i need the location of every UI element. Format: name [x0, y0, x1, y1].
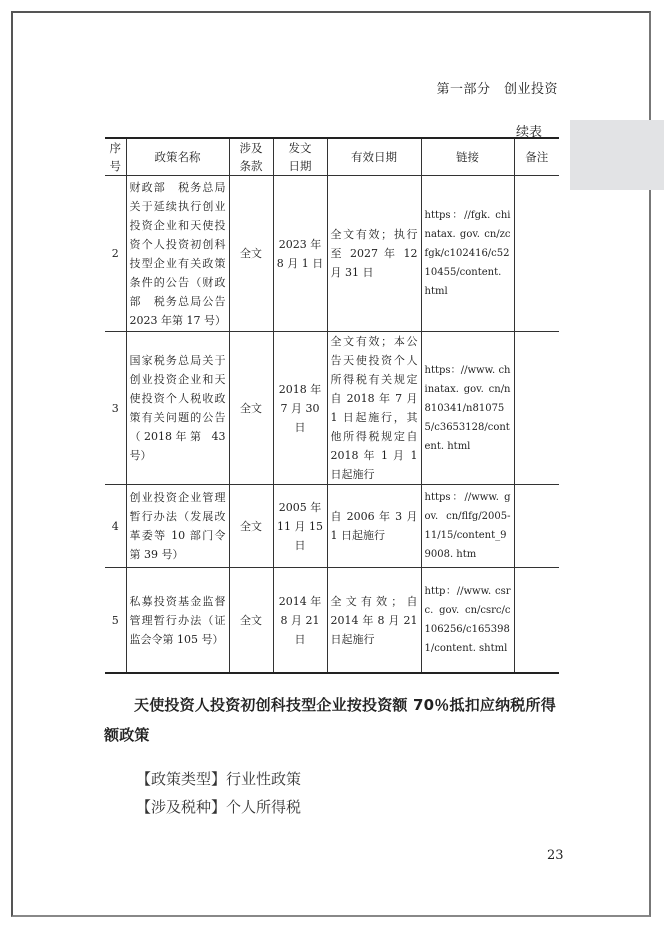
header-valid-date: 有效日期: [327, 138, 421, 176]
chapter-tab-marker: [570, 120, 664, 190]
cell-seq: 5: [105, 568, 126, 674]
section-title: 天使投资人投资初创科技型企业按投资额 70％抵扣应纳税所得额政策: [104, 696, 556, 744]
cell-link[interactable]: http：//www. csrc. gov. cn/csrc/c106256/c1653981/content. shtml: [421, 568, 514, 674]
cell-seq: 3: [105, 332, 126, 485]
cell-valid: 全文有效；本公告天使投资个人所得税有关规定自 2018 年 7 月 1 日起施行，其他所得税规定自 2018 年 1 月 1 日起施行: [327, 332, 421, 485]
cell-name: 私募投资基金监督管理暂行办法（证监会令第 105 号）: [126, 568, 229, 674]
table-row: [105, 568, 559, 674]
cell-issue-date: 2023 年 8 月 1 日: [273, 176, 327, 332]
header-note: 备注: [514, 138, 559, 176]
table-row: [105, 176, 559, 332]
header-name: 政策名称: [126, 138, 229, 176]
cell-note: [514, 176, 559, 332]
header-seq: 序 号: [105, 138, 126, 176]
header-issue-date: 发文 日期: [273, 138, 327, 176]
policy-table: [105, 137, 559, 674]
cell-issue-date: 2018 年 7 月 30 日: [273, 332, 327, 485]
tax-type-line: 【涉及税种】个人所得税: [136, 798, 302, 816]
cell-valid: 全文有效；自 2014 年 8 月 21 日起施行: [327, 568, 421, 674]
cell-valid: 全文有效；执行至 2027 年 12 月 31 日: [327, 176, 421, 332]
cell-clause: 全文: [229, 568, 273, 674]
cell-note: [514, 485, 559, 568]
cell-valid: 自 2006 年 3 月 1 日起施行: [327, 485, 421, 568]
cell-link[interactable]: https：//www. chinatax. gov. cn/n810341/n810755/c3653128/content. html: [421, 332, 514, 485]
cell-seq: 2: [105, 176, 126, 332]
header-link: 链接: [421, 138, 514, 176]
cell-issue-date: 2005 年 11 月 15 日: [273, 485, 327, 568]
cell-clause: 全文: [229, 332, 273, 485]
table-row: [105, 332, 559, 485]
header-clause: 涉及 条款: [229, 138, 273, 176]
cell-note: [514, 568, 559, 674]
table-row: [105, 485, 559, 568]
running-head: 第一部分 创业投资: [436, 82, 558, 97]
cell-link[interactable]: https：//www. gov. cn/flfg/2005-11/15/content_99008. htm: [421, 485, 514, 568]
cell-link[interactable]: https：//fgk. chinatax. gov. cn/zcfgk/c102416/c5210455/content. html: [421, 176, 514, 332]
cell-name: 财政部 税务总局关于延续执行创业投资企业和天使投资个人投资初创科技型企业有关政策条件的公告（财政部 税务总局公告2023 年第 17 号）: [126, 176, 229, 332]
cell-name: 国家税务总局关于创业投资企业和天使投资个人税收政策有关问题的公告（2018年第 43 号）: [126, 332, 229, 485]
policy-type-line: 【政策类型】行业性政策: [136, 770, 302, 788]
cell-note: [514, 332, 559, 485]
cell-issue-date: 2014 年 8 月 21 日: [273, 568, 327, 674]
cell-seq: 4: [105, 485, 126, 568]
cell-clause: 全文: [229, 176, 273, 332]
cell-clause: 全文: [229, 485, 273, 568]
cell-name: 创业投资企业管理暂行办法（发展改革委等 10 部门令第 39 号）: [126, 485, 229, 568]
continued-label: 续表: [516, 125, 543, 140]
page-number: 23: [547, 848, 564, 863]
table-header-row: [105, 138, 559, 176]
